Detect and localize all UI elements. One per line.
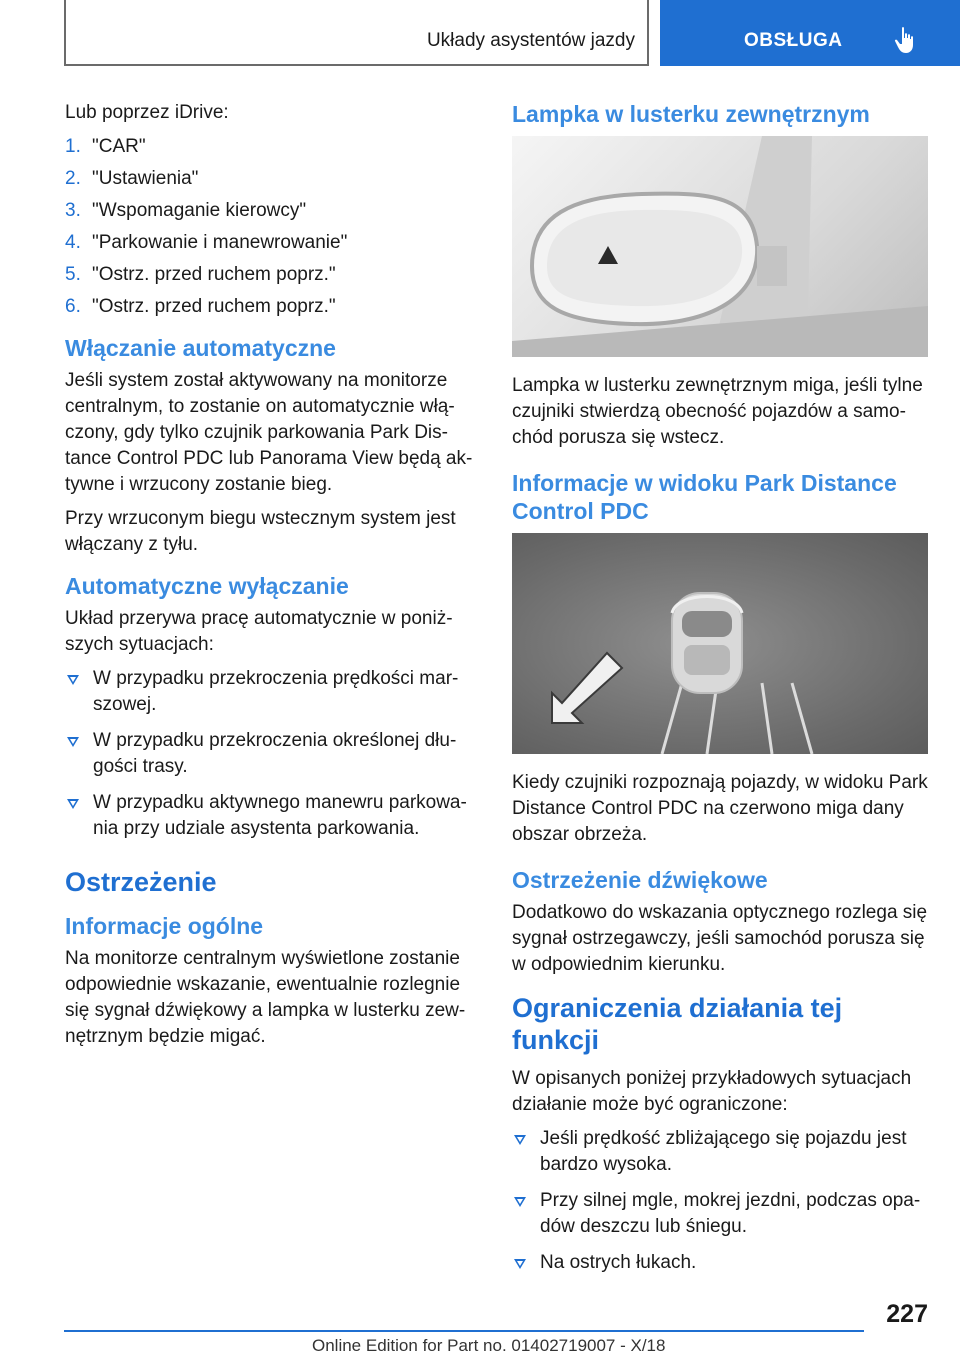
car-top-view [672, 593, 742, 693]
chapter-tab [660, 0, 960, 66]
pdc-drawing [512, 533, 928, 754]
triangle-bullet-icon [67, 737, 79, 747]
step-number: 6. [65, 296, 81, 317]
idrive-steps [65, 134, 475, 320]
triangle-bullet-icon [67, 675, 79, 685]
right-column [512, 100, 928, 1286]
bullet-text: W przypadku przekroczenia określonej dłu‐gości trasy. [93, 730, 457, 777]
pdc-heading: Informacje w widoku Park Distance Control PDC [512, 470, 897, 524]
triangle-bullet-icon [514, 1135, 526, 1145]
limits-paragraph: W opisanych poniżej przykładowych sytuacjach działanie może być ograniczone: [512, 1068, 912, 1115]
list-item [512, 1126, 928, 1178]
triangle-bullet-icon [67, 799, 79, 809]
left-column [65, 100, 475, 1058]
bullet-text: W przypadku aktywnego manewru parkowa‐nia przy udziale asystenta parkowania. [93, 792, 467, 839]
auto-on-heading: Włączanie automatyczne [65, 335, 336, 361]
step-number: 3. [65, 200, 81, 221]
page-header [64, 0, 960, 66]
acoustic-heading: Ostrzeżenie dźwiękowe [512, 867, 768, 893]
step-number: 4. [65, 232, 81, 253]
bullet-text: Na ostrych łukach. [540, 1252, 697, 1273]
acoustic-paragraph: Dodatkowo do wskazania optycznego rozlega się sygnał ostrzegawczy, jeśli samochód porusza się w odpowiednim kierunku. [512, 902, 928, 975]
arrow-icon [552, 653, 622, 723]
mirror-heading: Lampka w lusterku zewnętrznym [512, 101, 870, 127]
list-item [65, 198, 475, 224]
limits-title: Ograniczenia działania tej funkcji [512, 993, 843, 1055]
list-item [65, 790, 475, 842]
step-text: "Ustawienia" [92, 168, 199, 189]
list-item [65, 294, 475, 320]
warning-title: Ostrzeżenie [65, 867, 217, 897]
list-item [65, 666, 475, 718]
pdc-illustration [512, 533, 928, 754]
page-number: 227 [886, 1300, 928, 1328]
auto-off-heading: Automatyczne wyłączanie [65, 573, 349, 599]
limits-list [512, 1126, 928, 1276]
pdc-paragraph: Kiedy czujniki rozpoznają pojazdy, w widoku Park Distance Control PDC na czerwono miga dany obszar obrzeża. [512, 772, 928, 845]
list-item [65, 728, 475, 780]
list-item [65, 262, 475, 288]
step-text: "Ostrz. przed ruchem poprz." [92, 296, 336, 317]
step-text: "Parkowanie i manewrowanie" [92, 232, 348, 253]
auto-on-paragraph: Jeśli system został aktywowany na monitorze centralnym, to zostanie on automatycznie włą‐czony, gdy tylko czujnik parkowania Park Dis‐tance Control PDC lub Panorama View będą ak‐tywne i wrzucony zostanie bieg. [65, 370, 473, 495]
general-heading: Informacje ogólne [65, 913, 264, 939]
auto-off-list [65, 666, 475, 842]
list-item [65, 166, 475, 192]
mirror-drawing [512, 136, 928, 357]
auto-off-paragraph: Układ przerywa pracę automatycznie w poniż‐szych sytuacjach: [65, 608, 453, 655]
list-item [65, 230, 475, 256]
bullet-text: Jeśli prędkość zbliżającego się pojazdu jest bardzo wysoka. [540, 1128, 907, 1175]
bullet-text: W przypadku przekroczenia prędkości mar‐szowej. [93, 668, 459, 715]
step-number: 1. [65, 136, 81, 157]
triangle-bullet-icon [514, 1259, 526, 1269]
footer-divider [64, 1330, 864, 1332]
section-header-box [64, 0, 649, 66]
list-item [65, 134, 475, 160]
step-text: "Wspomaganie kierowcy" [92, 200, 307, 221]
auto-on-paragraph-2: Przy wrzuconym biegu wstecznym system jest włączany z tyłu. [65, 508, 456, 555]
mirror-paragraph: Lampka w lusterku zewnętrznym miga, jeśli tylne czujniki stwierdzą obecność pojazdów a samo‐chód porusza się wstecz. [512, 375, 923, 448]
step-text: "Ostrz. przed ruchem poprz." [92, 264, 336, 285]
hand-pointer-icon [894, 26, 918, 54]
chapter-tab-label: OBSŁUGA [744, 30, 843, 51]
triangle-bullet-icon [514, 1197, 526, 1207]
step-number: 2. [65, 168, 81, 189]
general-paragraph: Na monitorze centralnym wyświetlone zostanie odpowiednie wskazanie, ewentualnie rozlegnie się sygnał dźwiękowy a lampka w lusterku zew‐nętrznym będzie migać. [65, 948, 466, 1047]
bullet-text: Przy silnej mgle, mokrej jezdni, podczas opa‐dów deszczu lub śniegu. [540, 1190, 921, 1237]
list-item [512, 1250, 928, 1276]
intro-text: Lub poprzez iDrive: [65, 102, 229, 123]
edition-footer: Online Edition for Part no. 01402719007 - X/18 [312, 1336, 666, 1355]
step-number: 5. [65, 264, 81, 285]
section-title: Układy asystentów jazdy [426, 30, 635, 51]
list-item [512, 1188, 928, 1240]
mirror-illustration [512, 136, 928, 357]
step-text: "CAR" [92, 136, 146, 157]
